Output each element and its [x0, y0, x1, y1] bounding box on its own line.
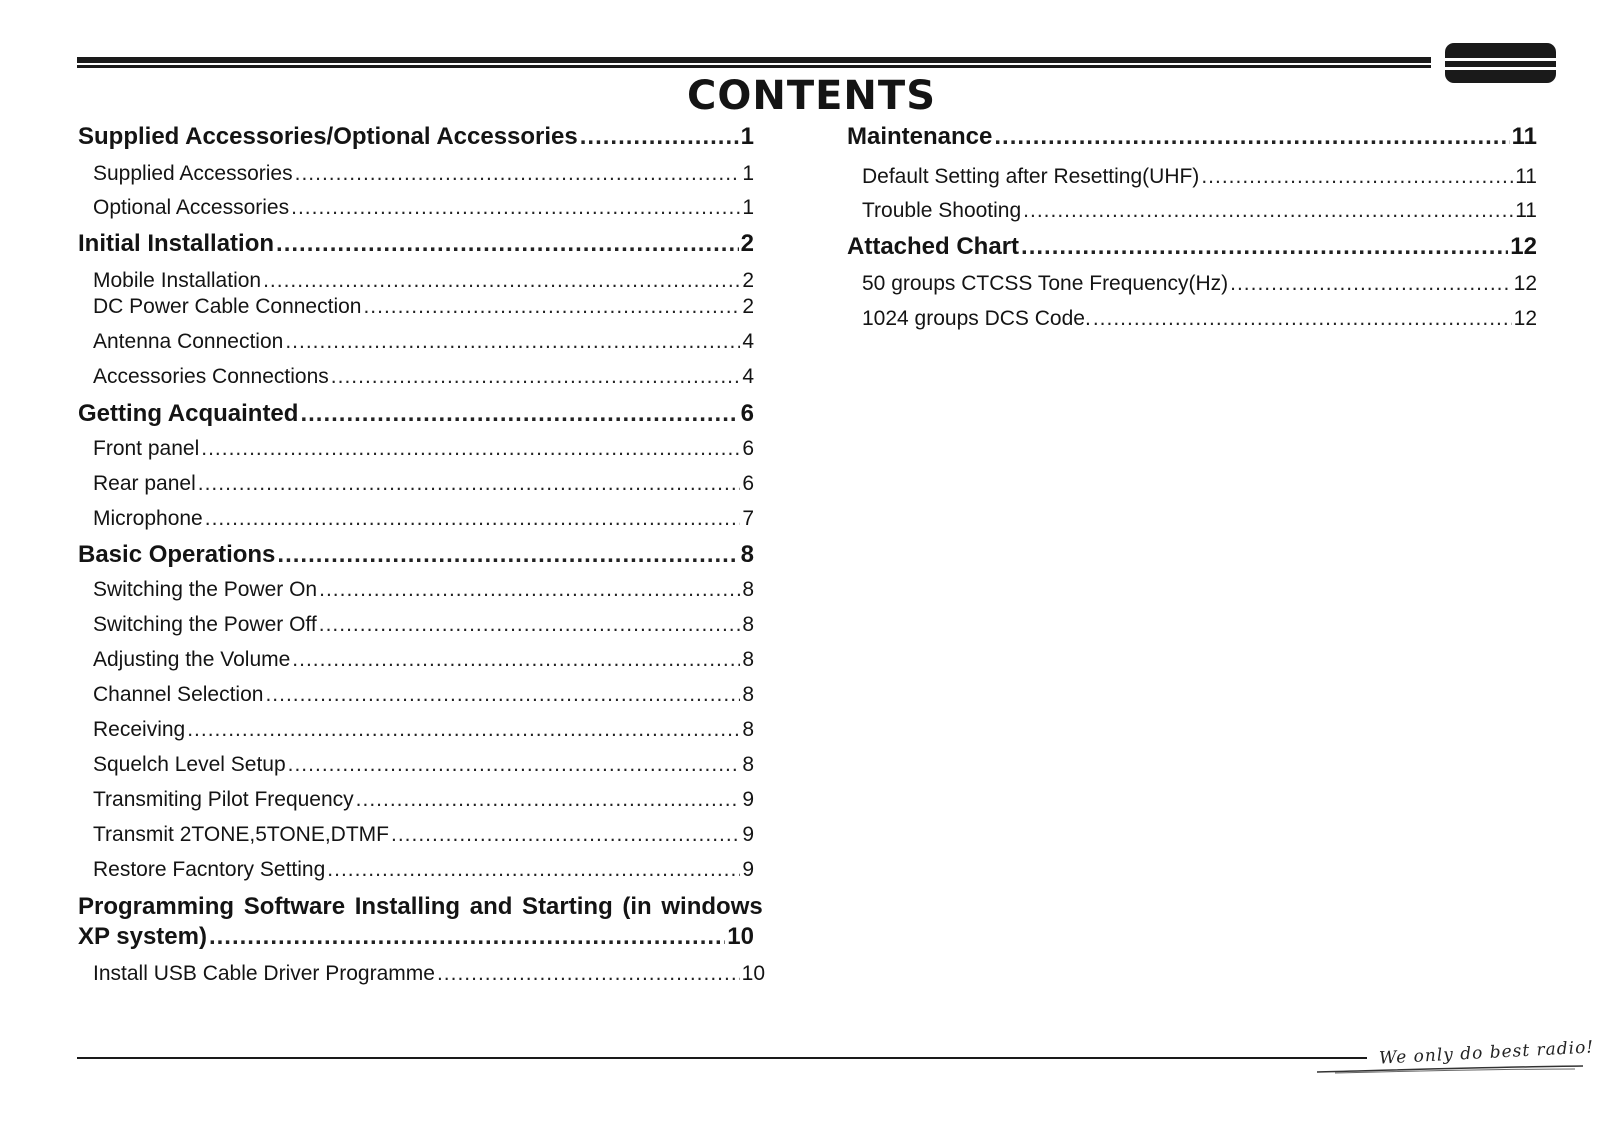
dot-leader — [276, 230, 739, 258]
toc-section-title: XP system) — [78, 923, 207, 950]
toc-subsection[interactable] — [78, 578, 754, 602]
toc-subsection[interactable] — [78, 472, 754, 496]
dot-leader — [356, 788, 741, 812]
toc-subsection-title: Switching the Power On — [93, 578, 318, 601]
toc-section[interactable] — [78, 400, 754, 428]
toc-subsection-title: Microphone — [93, 507, 203, 530]
dot-leader — [1093, 307, 1512, 331]
toc-subsection-title: Default Setting after Resetting(UHF) — [862, 165, 1200, 188]
slogan: We only do best radio! — [1378, 1037, 1595, 1069]
footer-rule — [77, 1057, 1367, 1059]
toc-page-number: 12 — [1513, 307, 1537, 330]
toc-subsection[interactable] — [78, 683, 754, 707]
toc-page-number: 8 — [740, 541, 754, 568]
toc-page-number: 12 — [1513, 272, 1537, 295]
header-rule-thin — [77, 65, 1431, 68]
toc-section[interactable] — [847, 123, 1537, 151]
toc-page-number: 2 — [740, 230, 754, 257]
dot-leader — [1021, 233, 1508, 261]
dot-leader — [265, 683, 740, 707]
toc-subsection-title: Front panel — [93, 437, 200, 460]
toc-subsection[interactable] — [78, 613, 754, 637]
toc-subsection-title: Restore Facntory Setting — [93, 858, 326, 881]
toc-section[interactable] — [78, 123, 754, 151]
toc-section-title: Supplied Accessories/Optional Accessories — [78, 123, 578, 150]
toc-subsection-title: Supplied Accessories — [93, 162, 293, 185]
toc-subsection[interactable] — [78, 753, 754, 777]
toc-section[interactable] — [78, 541, 754, 569]
toc-page-number: 2 — [742, 295, 754, 318]
dot-leader — [288, 753, 741, 777]
dot-leader — [319, 578, 740, 602]
dot-leader — [292, 648, 740, 672]
toc-subsection[interactable] — [78, 269, 754, 293]
dot-leader — [187, 718, 740, 742]
dot-leader — [209, 923, 725, 951]
dot-leader — [1023, 199, 1513, 223]
toc-section-title: Attached Chart — [847, 233, 1020, 260]
toc-section[interactable] — [78, 923, 754, 951]
toc-subsection[interactable] — [78, 295, 754, 319]
toc-section[interactable] — [847, 233, 1537, 261]
toc-page-number: 8 — [742, 718, 754, 741]
toc-subsection-title: Optional Accessories — [93, 196, 290, 219]
toc-page-number: 11 — [1515, 199, 1537, 222]
toc-subsection-title: DC Power Cable Connection — [93, 295, 362, 318]
dot-leader — [201, 437, 740, 461]
toc-page-number: 10 — [727, 923, 754, 950]
toc-page-number: 9 — [742, 788, 754, 811]
toc-section-title: Basic Operations — [78, 541, 276, 568]
toc-section-title: Getting Acquainted — [78, 400, 299, 427]
dot-leader — [580, 123, 739, 151]
dot-leader — [205, 507, 741, 531]
toc-page-number: 12 — [1510, 233, 1537, 260]
toc-subsection[interactable] — [847, 199, 1537, 223]
toc-page-number: 11 — [1515, 165, 1537, 188]
toc-subsection-title: Rear panel — [93, 472, 196, 495]
toc-subsection[interactable] — [78, 162, 754, 186]
dot-leader — [319, 613, 741, 637]
dot-leader — [1201, 165, 1513, 189]
toc-page-number: 8 — [742, 753, 754, 776]
toc-page-number: 8 — [742, 613, 754, 636]
toc-page-number: 6 — [740, 400, 754, 427]
toc-section-title: Initial Installation — [78, 230, 275, 257]
toc-page-number: 8 — [742, 648, 754, 671]
toc-subsection[interactable] — [78, 718, 754, 742]
dot-leader — [263, 269, 740, 293]
toc-section-title: Maintenance — [847, 123, 993, 150]
toc-section-title-line1[interactable]: Programming Software Installing and Starting (in windows — [78, 893, 763, 920]
toc-subsection-title: 1024 groups DCS Code. — [862, 307, 1091, 330]
toc-page-number: 7 — [742, 507, 754, 530]
toc-subsection-title: Antenna Connection — [93, 330, 284, 353]
toc-subsection-title: Accessories Connections — [93, 365, 329, 388]
toc-page-number: 4 — [742, 365, 754, 388]
toc-subsection[interactable] — [78, 823, 754, 847]
toc-subsection[interactable] — [78, 858, 754, 882]
dot-leader — [291, 196, 740, 220]
toc-subsection[interactable] — [847, 272, 1537, 296]
toc-subsection-title: Squelch Level Setup — [93, 753, 286, 776]
toc-subsection-title: Transmit 2TONE,5TONE,DTMF — [93, 823, 389, 846]
toc-subsection-title: Adjusting the Volume — [93, 648, 291, 671]
toc-subsection[interactable] — [78, 962, 765, 986]
toc-page-number: 2 — [742, 269, 754, 292]
toc-page-number: 1 — [740, 123, 754, 150]
toc-subsection[interactable] — [847, 165, 1537, 189]
page-title: CONTENTS — [686, 73, 936, 119]
toc-page-number: 8 — [742, 578, 754, 601]
toc-subsection[interactable] — [78, 196, 754, 220]
toc-page-number: 8 — [742, 683, 754, 706]
slogan-underline-swoosh — [1315, 1064, 1585, 1074]
dot-leader — [1230, 272, 1512, 296]
toc-page-number: 11 — [1511, 123, 1537, 150]
toc-subsection-title: Mobile Installation — [93, 269, 262, 292]
dot-leader — [300, 400, 738, 428]
dot-leader — [363, 295, 740, 319]
dot-leader — [198, 472, 741, 496]
header-rule-thick — [77, 57, 1431, 63]
toc-subsection-title: Switching the Power Off — [93, 613, 317, 636]
toc-page-number: 1 — [742, 196, 754, 219]
toc-subsection-title: Transmiting Pilot Frequency — [93, 788, 354, 811]
toc-subsection[interactable] — [78, 788, 754, 812]
toc-subsection[interactable] — [78, 437, 754, 461]
toc-subsection-title: Trouble Shooting — [862, 199, 1022, 222]
dot-leader — [391, 823, 740, 847]
toc-subsection-title: Receiving — [93, 718, 186, 741]
toc-page-number: 1 — [742, 162, 754, 185]
dot-leader — [437, 962, 740, 986]
toc-page-number: 6 — [742, 437, 754, 460]
toc-subsection-title: Install USB Cable Driver Programme — [93, 962, 435, 985]
toc-page-number: 4 — [742, 330, 754, 353]
toc-section[interactable] — [78, 230, 754, 258]
toc-subsection-title: Channel Selection — [93, 683, 264, 706]
toc-subsection[interactable] — [78, 330, 754, 354]
toc-page-number: 9 — [742, 823, 754, 846]
dot-leader — [277, 541, 738, 569]
dot-leader — [295, 162, 741, 186]
toc-page-number: 6 — [742, 472, 754, 495]
dot-leader — [327, 858, 740, 882]
toc-subsection-title: 50 groups CTCSS Tone Frequency(Hz) — [862, 272, 1229, 295]
toc-page-number: 10 — [741, 962, 765, 985]
toc-subsection[interactable] — [78, 365, 754, 389]
toc-subsection[interactable] — [847, 307, 1537, 331]
toc-subsection[interactable] — [78, 507, 754, 531]
dot-leader — [331, 365, 741, 389]
toc-page-number: 9 — [742, 858, 754, 881]
toc-subsection[interactable] — [78, 648, 754, 672]
dot-leader — [285, 330, 740, 354]
dot-leader — [994, 123, 1509, 151]
